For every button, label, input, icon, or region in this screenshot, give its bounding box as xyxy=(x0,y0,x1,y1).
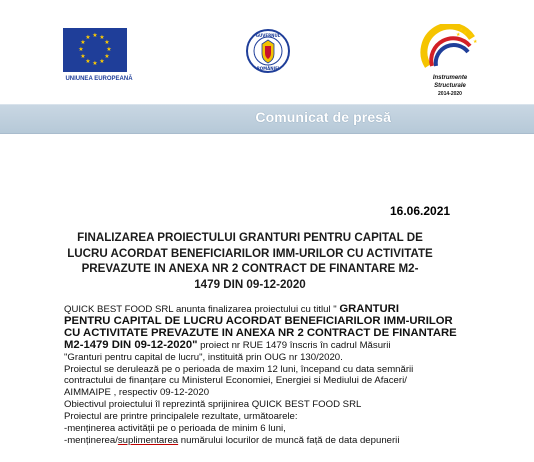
structural-instruments-title: Instrumente Structurale xyxy=(432,75,468,89)
body-line xyxy=(64,435,514,447)
document-heading xyxy=(40,230,460,292)
gov-ring-top: GUVERNUL xyxy=(255,33,281,38)
svg-text:★: ★ xyxy=(85,58,91,65)
svg-text:★: ★ xyxy=(459,27,464,33)
heading-line: PREVAZUTE IN ANEXA NR 2 CONTRACT DE FINANTARE M2- xyxy=(81,262,419,275)
project-title-line: PENTRU CAPITAL DE LUCRU ACORDAT BENEFICIARILOR IMM-URILOR xyxy=(64,314,453,327)
svg-text:★: ★ xyxy=(473,39,478,45)
body-text: proiect nr RUE 1479 înscris în cadrul Măsurii xyxy=(197,339,391,351)
svg-text:★: ★ xyxy=(456,32,461,38)
press-release-banner xyxy=(0,104,534,134)
document-date: 16.06.2021 xyxy=(390,204,451,218)
body-text: QUICK BEST FOOD SRL anunta finalizarea proiectului cu titlul " xyxy=(64,304,340,315)
heading-line: LUCRU ACORDAT BENEFICIARILOR IMM-URILOR CU ACTIVITATE xyxy=(67,246,433,260)
svg-text:★: ★ xyxy=(469,33,474,39)
body-line: Obiectivul proiectului îl reprezintă sprijinirea QUICK BEST FOOD SRL xyxy=(64,399,362,411)
body-line: contractului de finanțare cu Ministerul Economiei, Energiei si Mediului de Afaceri/ xyxy=(64,375,407,387)
structural-instruments-caption xyxy=(418,74,482,98)
body-line: AIMMAIPE , respectiv 09-12-2020 xyxy=(64,387,210,399)
heading-line: 1479 DIN 09-12-2020 xyxy=(194,277,306,291)
svg-text:★: ★ xyxy=(78,46,84,53)
eu-caption: UNIUNEA EUROPEANĂ xyxy=(65,76,133,82)
svg-text:★: ★ xyxy=(104,39,110,46)
document-body xyxy=(64,304,514,447)
eu-logo xyxy=(63,28,133,82)
svg-text:★: ★ xyxy=(99,34,105,41)
svg-text:★: ★ xyxy=(463,30,468,36)
government-seal-icon xyxy=(244,28,292,74)
svg-text:★: ★ xyxy=(92,60,98,67)
body-text: -menținerea/ xyxy=(64,434,118,446)
project-title: M2-1479 DIN 09-12-2020" xyxy=(64,338,198,351)
banner-title: Comunicat de presă xyxy=(255,109,391,125)
eu-flag-icon xyxy=(63,28,127,72)
svg-text:★: ★ xyxy=(104,53,110,60)
structural-instruments-logo xyxy=(418,24,482,98)
body-line: Proiectul are printre principalele rezultate, următoarele: xyxy=(64,411,298,423)
structural-instruments-years: 2014-2020 xyxy=(438,91,462,97)
structural-instruments-icon xyxy=(418,24,482,74)
body-line: -menținerea activității pe o perioada de minim 6 luni, xyxy=(64,423,286,435)
body-line xyxy=(64,340,514,352)
svg-text:★: ★ xyxy=(99,58,105,65)
gov-ring-bottom: ROMÂNIEI xyxy=(256,66,280,71)
project-title: GRANTURI xyxy=(339,303,399,315)
heading-line: FINALIZAREA PROIECTULUI GRANTURI PENTRU CAPITAL DE xyxy=(77,231,423,244)
svg-text:★: ★ xyxy=(80,53,86,60)
svg-text:★: ★ xyxy=(106,46,112,53)
svg-text:★: ★ xyxy=(85,34,91,41)
svg-text:★: ★ xyxy=(92,32,98,39)
project-title-line: CU ACTIVITATE PREVAZUTE IN ANEXA NR 2 CONTRACT DE FINANTARE xyxy=(64,326,457,339)
body-line: "Granturi pentru capital de lucru", instituită prin OUG nr 130/2020. xyxy=(64,351,343,363)
body-text: numărului locurilor de muncă față de data depunerii xyxy=(178,434,400,446)
svg-text:★: ★ xyxy=(80,39,86,46)
logo-row xyxy=(0,0,534,100)
spellcheck-underlined-word: suplimentarea xyxy=(117,434,179,446)
body-line: Proiectul se derulează pe o perioada de maxim 12 luni, începand cu data semnării xyxy=(64,363,414,375)
